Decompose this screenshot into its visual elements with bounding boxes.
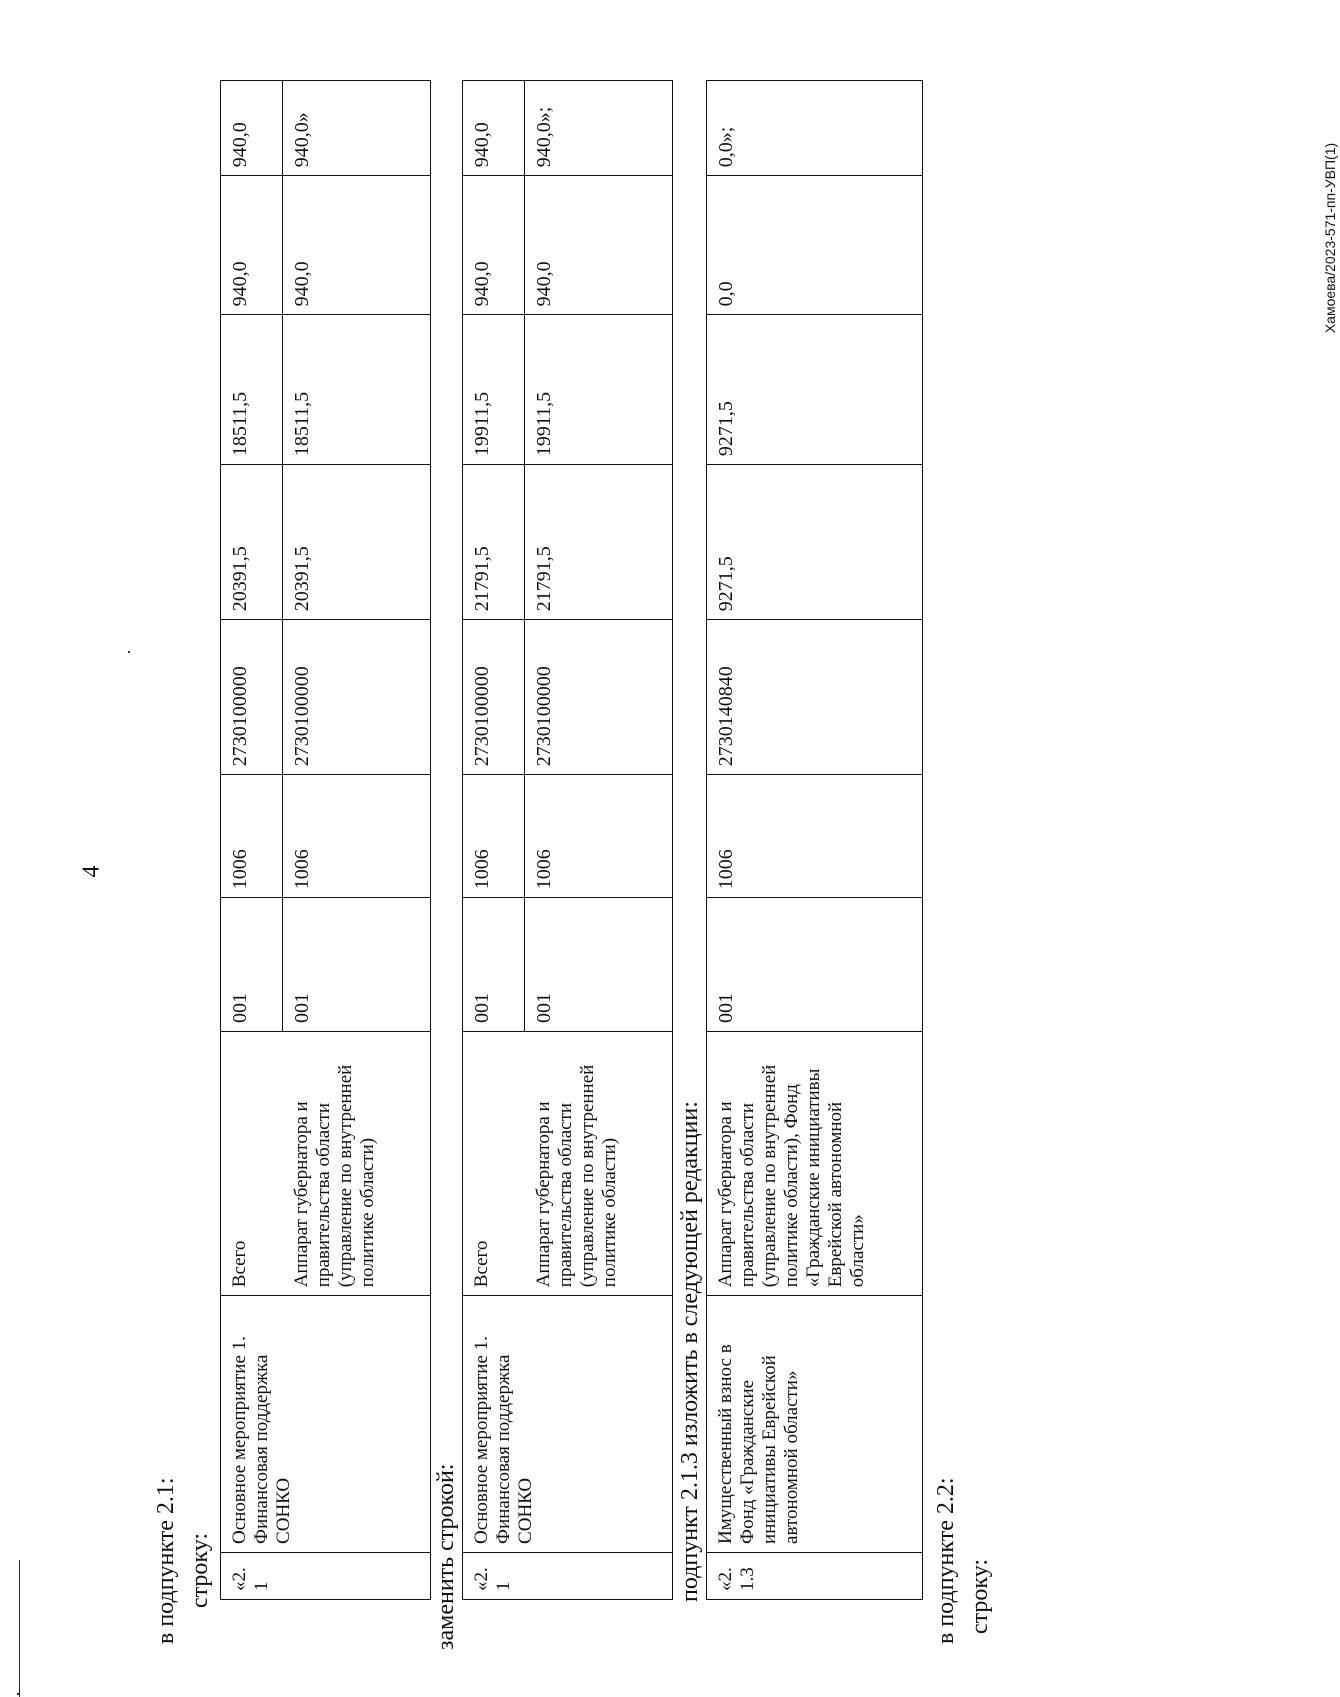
scan-speck: [17, 1693, 19, 1695]
cell-total: 21791,5: [525, 465, 673, 620]
cell-executor: Аппарат губернатора и правительства области (управление по внутренней политике области): [283, 1032, 431, 1296]
cell-rzpr: 1006: [707, 775, 923, 898]
cell-grbs: 001: [707, 898, 923, 1032]
margin-line: [19, 1560, 20, 1697]
table-row: [707, 81, 923, 1600]
cell-year-1: 18511,5: [221, 315, 283, 465]
cell-activity-name: Основное мероприятие 1. Финансовая поддержка СОНКО: [221, 1296, 431, 1553]
cell-csr: 2730100000: [463, 620, 525, 775]
cell-item-number: «2.1.3: [707, 1552, 923, 1599]
cell-grbs: 001: [283, 898, 431, 1032]
cell-year-2: 0,0: [707, 176, 923, 315]
cell-csr: 2730100000: [283, 620, 431, 775]
row-label-line-2: строку:: [967, 1558, 993, 1634]
cell-item-number: «2.1: [221, 1552, 431, 1599]
subitem-2-1-heading: в подпункте 2.1:: [153, 1477, 179, 1644]
cell-year-1: 19911,5: [463, 315, 525, 465]
cell-year-3: 940,0»: [283, 81, 431, 176]
table-original-row: [220, 80, 431, 1600]
cell-executor: Аппарат губернатора и правительства области (управление по внутренней политике области): [525, 1032, 673, 1296]
new-edition-line: подпункт 2.1.3 изложить в следующей редакции:: [677, 1101, 703, 1602]
document-code: Хамоева/2023-571-пп-УВП(1): [1322, 142, 1338, 334]
cell-csr: 2730100000: [525, 620, 673, 775]
cell-item-number: «2.1: [463, 1552, 673, 1599]
replace-with-line: заменить строкой:: [433, 1463, 459, 1650]
cell-year-3: 0,0»;: [707, 81, 923, 176]
cell-year-1: 19911,5: [525, 315, 673, 465]
cell-year-3: 940,0: [463, 81, 525, 176]
cell-grbs: 001: [463, 898, 525, 1032]
cell-activity-name: Основное мероприятие 1. Финансовая поддержка СОНКО: [463, 1296, 673, 1553]
cell-csr: 2730140840: [707, 620, 923, 775]
cell-grbs: 001: [525, 898, 673, 1032]
row-label-line: строку:: [187, 1532, 213, 1608]
table-replacement-row: [462, 80, 673, 1600]
cell-year-1: 18511,5: [283, 315, 431, 465]
cell-csr: 2730100000: [221, 620, 283, 775]
table-new-edition: [706, 80, 923, 1600]
cell-rzpr: 1006: [221, 775, 283, 898]
cell-year-3: 940,0: [221, 81, 283, 176]
cell-total: 20391,5: [221, 465, 283, 620]
cell-year-2: 940,0: [221, 176, 283, 315]
cell-year-2: 940,0: [283, 176, 431, 315]
cell-total: 21791,5: [463, 465, 525, 620]
cell-year-1: 9271,5: [707, 315, 923, 465]
cell-executor: Всего: [463, 1032, 525, 1296]
cell-executor: Всего: [221, 1032, 283, 1296]
cell-total: 20391,5: [283, 465, 431, 620]
cell-executor: Аппарат губернатора и правительства области (управление по внутренней политике области), Фонд «Гражданские инициативы Еврейской автономной области»: [707, 1032, 923, 1296]
subitem-2-2-heading: в подпункте 2.2:: [933, 1477, 959, 1644]
table-row: [463, 81, 525, 1600]
rotated-page-content: [60, 64, 1140, 1664]
cell-grbs: 001: [221, 898, 283, 1032]
table-row: [221, 81, 283, 1600]
cell-total: 9271,5: [707, 465, 923, 620]
page-number: 4: [78, 865, 105, 878]
cell-year-2: 940,0: [463, 176, 525, 315]
cell-rzpr: 1006: [283, 775, 431, 898]
cell-rzpr: 1006: [525, 775, 673, 898]
cell-activity-name: Имущественный взнос в Фонд «Гражданские инициативы Еврейской автономной области»: [707, 1296, 923, 1553]
cell-year-2: 940,0: [525, 176, 673, 315]
cell-year-3: 940,0»;: [525, 81, 673, 176]
cell-rzpr: 1006: [463, 775, 525, 898]
